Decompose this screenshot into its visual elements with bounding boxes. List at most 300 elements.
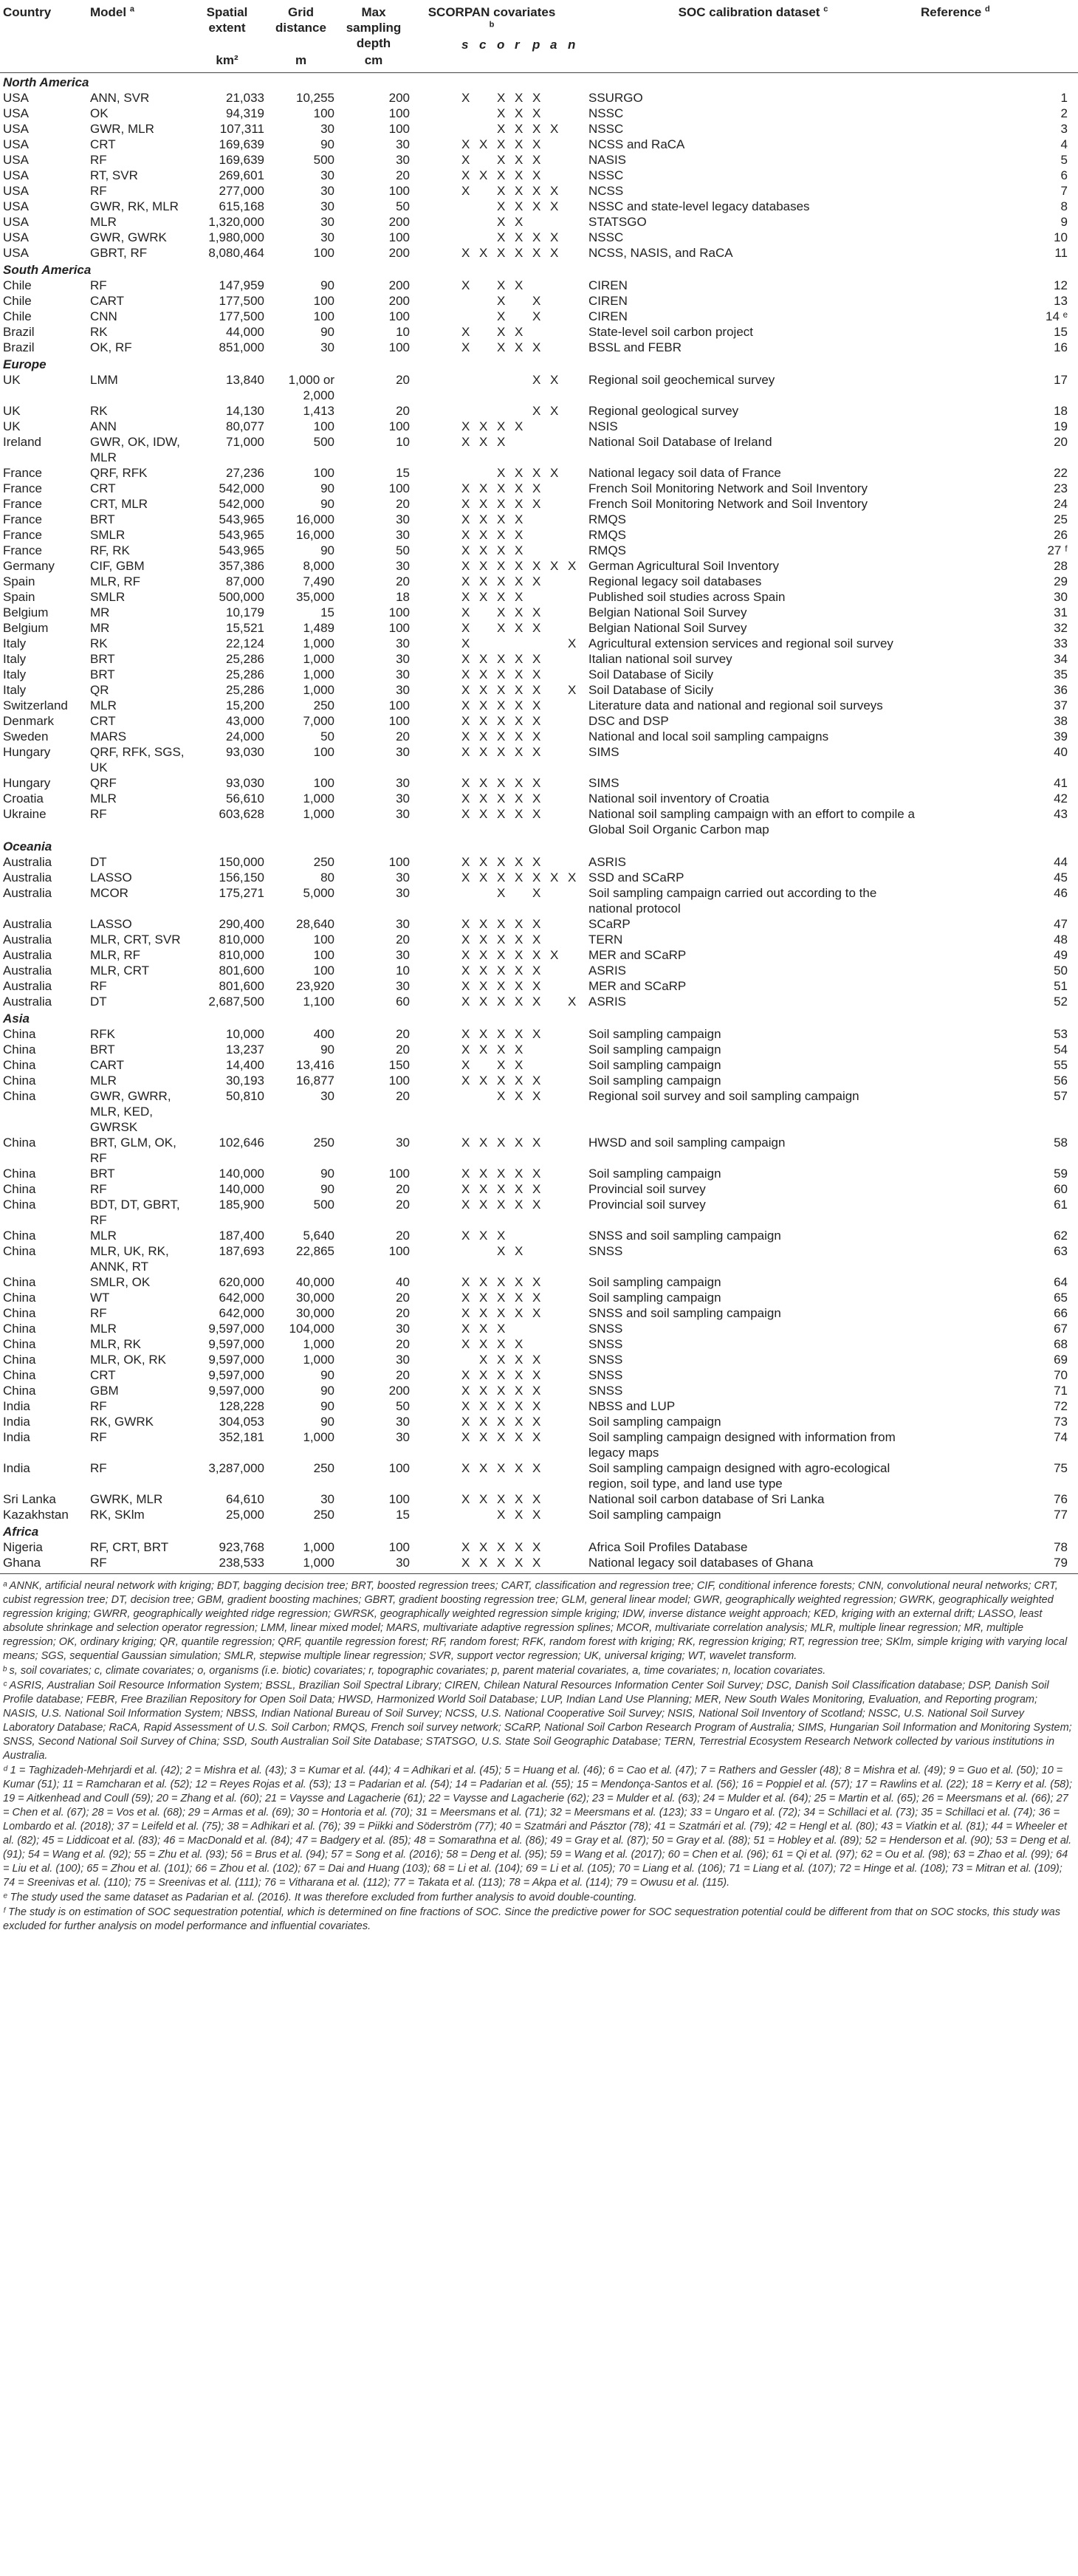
dataset-cell: National soil sampling campaign with an effort to compile a Global Soil Organic Carbon map (588, 807, 915, 837)
scorpan-mark: X (532, 621, 541, 635)
scorpan-mark: X (515, 1027, 523, 1041)
country-cell: UK (3, 419, 21, 433)
scorpan-mark: X (461, 340, 470, 354)
scorpan-mark (568, 293, 586, 309)
country-cell: China (3, 1368, 36, 1382)
scorpan-mark: X (515, 683, 523, 697)
grid-cell: 1,000 (303, 791, 334, 806)
reference-cell: 40 (1054, 745, 1068, 759)
extent-cell: 15,521 (226, 621, 264, 635)
scorpan-mark (532, 1243, 550, 1259)
reference-cell: 67 (1054, 1322, 1068, 1336)
scorpan-mark: X (497, 698, 506, 712)
extent-cell: 44,000 (226, 325, 264, 339)
extent-cell: 25,286 (226, 683, 264, 697)
model-cell: RF (90, 278, 107, 292)
scorpan-mark (568, 183, 586, 199)
scorpan-cell (425, 245, 587, 261)
dataset-cell: Belgian National Soil Survey (588, 605, 747, 619)
scorpan-mark (568, 1057, 586, 1073)
scorpan-cell (425, 620, 587, 636)
header-extent: Spatial extent (206, 5, 248, 35)
dataset-cell: Provincial soil survey (588, 1198, 706, 1212)
table-row (0, 1166, 1078, 1181)
dataset-cell: SCaRP (588, 917, 631, 931)
scorpan-mark: X (479, 1136, 488, 1150)
scorpan-cell (425, 558, 587, 574)
country-cell: USA (3, 230, 29, 244)
grid-cell: 7,490 (303, 574, 334, 588)
scorpan-cell (425, 1383, 587, 1398)
scorpan-mark (550, 636, 568, 651)
scorpan-mark: X (479, 481, 488, 495)
scorpan-mark (568, 1539, 586, 1555)
table-row (0, 324, 1078, 340)
grid-cell: 35,000 (296, 590, 334, 604)
scorpan-mark: X (479, 435, 488, 449)
scorpan-mark (461, 106, 479, 121)
model-cell: BRT, GLM, OK, RF (90, 1136, 176, 1165)
scorpan-mark (568, 1367, 586, 1383)
depth-cell: 20 (396, 1027, 410, 1041)
table-row (0, 1555, 1078, 1570)
extent-cell: 1,320,000 (208, 215, 264, 229)
scorpan-mark: X (497, 1275, 506, 1289)
scorpan-mark: X (461, 1167, 470, 1181)
scorpan-mark: X (497, 807, 506, 821)
scorpan-mark: X (461, 278, 470, 292)
reference-cell: 33 (1054, 636, 1068, 650)
scorpan-mark: X (461, 1043, 470, 1057)
section-heading: Africa (3, 1525, 39, 1539)
table-row (0, 682, 1078, 698)
grid-cell: 90 (320, 278, 334, 292)
dataset-cell: STATSGO (588, 215, 647, 229)
reference-cell: 39 (1054, 729, 1068, 743)
scorpan-mark: X (532, 776, 541, 790)
scorpan-cell (425, 729, 587, 744)
grid-cell: 250 (313, 1461, 334, 1475)
table-row (0, 1429, 1078, 1460)
scorpan-mark (550, 168, 568, 183)
scorpan-mark (550, 791, 568, 806)
dataset-cell: Provincial soil survey (588, 1182, 706, 1196)
scorpan-mark (550, 340, 568, 355)
country-cell: China (3, 1027, 36, 1041)
scorpan-letter: n (568, 38, 576, 52)
scorpan-mark: X (497, 1461, 506, 1475)
scorpan-cell (425, 651, 587, 667)
scorpan-mark (568, 744, 586, 760)
country-cell: Belgium (3, 605, 49, 619)
dataset-cell: State-level soil carbon project (588, 325, 754, 339)
grid-cell: 100 (313, 246, 334, 260)
scorpan-mark: X (497, 1167, 506, 1181)
depth-cell: 20 (396, 729, 410, 743)
reference-cell: 9 (1060, 215, 1068, 229)
dataset-cell: CIREN (588, 309, 628, 323)
scorpan-mark: X (461, 1074, 470, 1088)
reference-cell: 66 (1054, 1306, 1068, 1320)
scorpan-mark: X (479, 168, 488, 182)
scorpan-mark (479, 293, 497, 309)
dataset-cell: National legacy soil data of France (588, 466, 781, 480)
scorpan-letter: c (479, 38, 487, 52)
country-cell: Australia (3, 964, 52, 978)
country-cell: China (3, 1182, 36, 1196)
scorpan-mark: X (461, 1027, 470, 1041)
scorpan-mark (550, 1181, 568, 1197)
model-cell: RF (90, 1306, 107, 1320)
country-cell: Spain (3, 590, 35, 604)
scorpan-mark: X (532, 1430, 541, 1444)
country-cell: Nigeria (3, 1540, 43, 1554)
reference-cell: 16 (1054, 340, 1068, 354)
scorpan-mark: X (461, 1229, 470, 1243)
dataset-cell: NCSS and RaCA (588, 137, 685, 151)
country-cell: France (3, 497, 42, 511)
dataset-cell: NCSS, NASIS, and RaCA (588, 246, 733, 260)
scorpan-cell (425, 916, 587, 932)
country-cell: China (3, 1337, 36, 1351)
dataset-cell: Regional geological survey (588, 404, 739, 418)
scorpan-mark (479, 309, 497, 324)
scorpan-cell (425, 90, 587, 106)
section-heading: Europe (3, 357, 47, 371)
table-row (0, 651, 1078, 667)
scorpan-mark: X (515, 1384, 523, 1398)
scorpan-mark: X (461, 1384, 470, 1398)
scorpan-mark (568, 620, 586, 636)
table-row (0, 729, 1078, 744)
model-cell: MLR (90, 1074, 117, 1088)
country-cell: UK (3, 373, 21, 387)
model-cell: MLR, CRT, SVR (90, 932, 181, 947)
scorpan-mark: X (497, 497, 506, 511)
scorpan-mark (550, 885, 568, 901)
model-cell: BDT, DT, GBRT, RF (90, 1198, 180, 1227)
scorpan-mark: X (479, 948, 488, 962)
extent-cell: 801,600 (219, 964, 264, 978)
grid-cell: 30,000 (296, 1291, 334, 1305)
depth-cell: 30 (396, 528, 410, 542)
scorpan-mark: X (461, 91, 470, 105)
reference-cell: 26 (1054, 528, 1068, 542)
country-cell: China (3, 1291, 36, 1305)
scorpan-mark (479, 199, 497, 214)
scorpan-mark: X (461, 1198, 470, 1212)
dataset-cell: Regional soil geochemical survey (588, 373, 775, 387)
scorpan-cell (425, 854, 587, 870)
scorpan-letter: a (550, 38, 557, 52)
scorpan-mark: X (461, 1399, 470, 1413)
scorpan-mark (568, 1197, 586, 1212)
scorpan-mark (568, 589, 586, 605)
depth-cell: 30 (396, 559, 410, 573)
scorpan-mark (461, 230, 479, 245)
reference-cell: 45 (1054, 870, 1068, 885)
depth-cell: 100 (388, 1074, 410, 1088)
country-cell: China (3, 1306, 36, 1320)
scorpan-mark (568, 698, 586, 713)
model-cell: CNN (90, 309, 117, 323)
header-depth: Max sampling depth (346, 5, 402, 50)
scorpan-mark (515, 293, 532, 309)
scorpan-mark (479, 1507, 497, 1522)
table-row (0, 1321, 1078, 1336)
scorpan-mark: X (515, 1244, 523, 1258)
reference-cell: 48 (1054, 932, 1068, 947)
scorpan-mark (479, 1057, 497, 1073)
scorpan-mark: X (461, 855, 470, 869)
reference-cell: 46 (1054, 886, 1068, 900)
scorpan-mark (550, 1383, 568, 1398)
table-row (0, 1181, 1078, 1197)
scorpan-mark: X (497, 466, 506, 480)
scorpan-cell (425, 963, 587, 978)
table-row (0, 1507, 1078, 1522)
depth-cell: 100 (388, 1492, 410, 1506)
reference-cell: 5 (1060, 153, 1068, 167)
model-cell: ANN (90, 419, 117, 433)
scorpan-mark (550, 1507, 568, 1522)
scorpan-mark: X (532, 652, 541, 666)
scorpan-cell (425, 496, 587, 512)
scorpan-mark: X (515, 698, 523, 712)
dataset-cell: SNSS and soil sampling campaign (588, 1306, 781, 1320)
scorpan-cell (425, 1026, 587, 1042)
extent-cell: 9,597,000 (208, 1353, 264, 1367)
depth-cell: 100 (388, 419, 410, 433)
scorpan-mark (550, 1073, 568, 1088)
depth-cell: 20 (396, 1337, 410, 1351)
reference-cell: 27 ᶠ (1047, 543, 1068, 557)
grid-cell: 1,100 (303, 995, 334, 1009)
depth-cell: 100 (388, 1461, 410, 1475)
depth-cell: 100 (388, 855, 410, 869)
country-cell: China (3, 1353, 36, 1367)
grid-cell: 10,255 (296, 91, 334, 105)
scorpan-mark: X (479, 917, 488, 931)
reference-cell: 65 (1054, 1291, 1068, 1305)
scorpan-mark: X (532, 1074, 541, 1088)
scorpan-mark (532, 1042, 550, 1057)
scorpan-mark: X (532, 497, 541, 511)
table-row (0, 309, 1078, 324)
reference-cell: 72 (1054, 1399, 1068, 1413)
scorpan-mark (550, 806, 568, 822)
scorpan-mark (550, 1274, 568, 1290)
grid-cell: 90 (320, 481, 334, 495)
scorpan-mark: X (497, 1306, 506, 1320)
table-row (0, 230, 1078, 245)
scorpan-mark: X (515, 932, 523, 947)
scorpan-mark (568, 885, 586, 901)
scorpan-letter: s (461, 38, 469, 52)
scorpan-mark: X (515, 278, 523, 292)
reference-cell: 64 (1054, 1275, 1068, 1289)
grid-cell: 16,877 (296, 1074, 334, 1088)
scorpan-mark (515, 309, 532, 324)
extent-cell: 25,286 (226, 652, 264, 666)
table-row (0, 744, 1078, 775)
scorpan-mark: X (515, 559, 523, 573)
model-cell: BRT (90, 652, 115, 666)
scorpan-mark: X (532, 137, 541, 151)
scorpan-mark: X (497, 1353, 506, 1367)
extent-cell: 642,000 (219, 1291, 264, 1305)
scorpan-mark (568, 245, 586, 261)
scorpan-mark (550, 682, 568, 698)
model-cell: RF (90, 153, 107, 167)
dataset-cell: SIMS (588, 745, 619, 759)
scorpan-cell (425, 230, 587, 245)
scorpan-mark: X (532, 1415, 541, 1429)
country-cell: Australia (3, 932, 52, 947)
scorpan-mark: X (479, 807, 488, 821)
scorpan-mark: X (461, 481, 470, 495)
scorpan-cell (425, 527, 587, 543)
model-cell: MLR, UK, RK, ANNK, RT (90, 1244, 169, 1274)
scorpan-mark (568, 512, 586, 527)
dataset-cell: Soil sampling campaign (588, 1275, 721, 1289)
reference-cell: 79 (1054, 1556, 1068, 1570)
scorpan-mark: X (515, 979, 523, 993)
scorpan-mark (550, 667, 568, 682)
dataset-cell: RMQS (588, 512, 626, 526)
scorpan-mark (568, 605, 586, 620)
model-cell: MCOR (90, 886, 128, 900)
scorpan-mark: X (479, 1430, 488, 1444)
scorpan-mark: X (515, 791, 523, 806)
model-cell: BRT (90, 512, 115, 526)
reference-cell: 59 (1054, 1167, 1068, 1181)
scorpan-mark: X (497, 215, 506, 229)
reference-cell: 70 (1054, 1368, 1068, 1382)
scorpan-mark: X (497, 855, 506, 869)
scorpan-mark: X (532, 807, 541, 821)
depth-cell: 30 (396, 1415, 410, 1429)
reference-cell: 3 (1060, 122, 1068, 136)
reference-cell: 15 (1054, 325, 1068, 339)
scorpan-mark: X (479, 683, 488, 697)
footnotes (3, 1579, 1075, 1934)
scorpan-mark: X (515, 199, 523, 213)
dataset-cell: BSSL and FEBR (588, 340, 682, 354)
scorpan-mark: X (497, 683, 506, 697)
grid-cell: 30 (320, 215, 334, 229)
extent-cell: 1,980,000 (208, 230, 264, 244)
table-row (0, 1197, 1078, 1228)
depth-cell: 20 (396, 1089, 410, 1103)
table-row (0, 605, 1078, 620)
extent-cell: 290,400 (219, 917, 264, 931)
table-row (0, 496, 1078, 512)
scorpan-mark: X (461, 1058, 470, 1072)
table-row (0, 1042, 1078, 1057)
scorpan-mark (550, 324, 568, 340)
grid-cell: 90 (320, 1415, 334, 1429)
depth-cell: 30 (396, 1430, 410, 1444)
country-cell: France (3, 481, 42, 495)
dataset-cell: SNSS (588, 1353, 623, 1367)
scorpan-mark: X (479, 1043, 488, 1057)
scorpan-cell (425, 293, 587, 309)
depth-cell: 100 (388, 106, 410, 120)
scorpan-cell (425, 340, 587, 355)
scorpan-mark: X (461, 807, 470, 821)
scorpan-mark (550, 419, 568, 434)
scorpan-mark: X (515, 1275, 523, 1289)
grid-cell: 8,000 (303, 559, 334, 573)
scorpan-mark (568, 1352, 586, 1367)
model-cell: BRT (90, 667, 115, 681)
grid-cell: 90 (320, 1182, 334, 1196)
scorpan-mark: X (497, 199, 506, 213)
grid-cell: 500 (313, 435, 334, 449)
scorpan-mark (461, 199, 479, 214)
table-row (0, 947, 1078, 963)
scorpan-mark (568, 932, 586, 947)
unit-depth: cm (364, 53, 383, 67)
model-cell: WT (90, 1291, 110, 1305)
depth-cell: 50 (396, 1399, 410, 1413)
country-cell: Denmark (3, 714, 54, 728)
scorpan-mark (568, 1243, 586, 1259)
table-row (0, 419, 1078, 434)
grid-cell: 23,920 (296, 979, 334, 993)
table-row (0, 199, 1078, 214)
scorpan-mark: X (461, 435, 470, 449)
table-row (0, 1460, 1078, 1491)
model-cell: RT, SVR (90, 168, 138, 182)
scorpan-mark: X (461, 1556, 470, 1570)
scorpan-mark: X (515, 1043, 523, 1057)
reference-cell: 53 (1054, 1027, 1068, 1041)
scorpan-mark: X (515, 574, 523, 588)
model-cell: RF, RK (90, 543, 130, 557)
scorpan-mark (550, 527, 568, 543)
scorpan-mark: X (479, 1337, 488, 1351)
scorpan-mark: X (515, 995, 523, 1009)
model-cell: RFK (90, 1027, 115, 1041)
table-row (0, 1336, 1078, 1352)
dataset-cell: National legacy soil databases of Ghana (588, 1556, 814, 1570)
grid-cell: 90 (320, 1384, 334, 1398)
scorpan-mark: X (532, 1461, 541, 1475)
scorpan-mark: X (550, 122, 559, 136)
extent-cell: 71,000 (226, 435, 264, 449)
country-cell: France (3, 528, 42, 542)
scorpan-mark: X (497, 294, 506, 308)
scorpan-mark (568, 372, 586, 388)
scorpan-mark (532, 527, 550, 543)
scorpan-mark: X (479, 528, 488, 542)
scorpan-mark (479, 465, 497, 481)
extent-cell: 177,500 (219, 309, 264, 323)
scorpan-mark: X (479, 1415, 488, 1429)
scorpan-mark (479, 106, 497, 121)
scorpan-cell (425, 1228, 587, 1243)
grid-cell: 30 (320, 168, 334, 182)
table-row (0, 885, 1078, 916)
scorpan-mark: X (479, 791, 488, 806)
country-cell: China (3, 1244, 36, 1258)
dataset-cell: SNSS (588, 1322, 623, 1336)
scorpan-mark: X (497, 512, 506, 526)
depth-cell: 30 (396, 979, 410, 993)
scorpan-mark (550, 1352, 568, 1367)
